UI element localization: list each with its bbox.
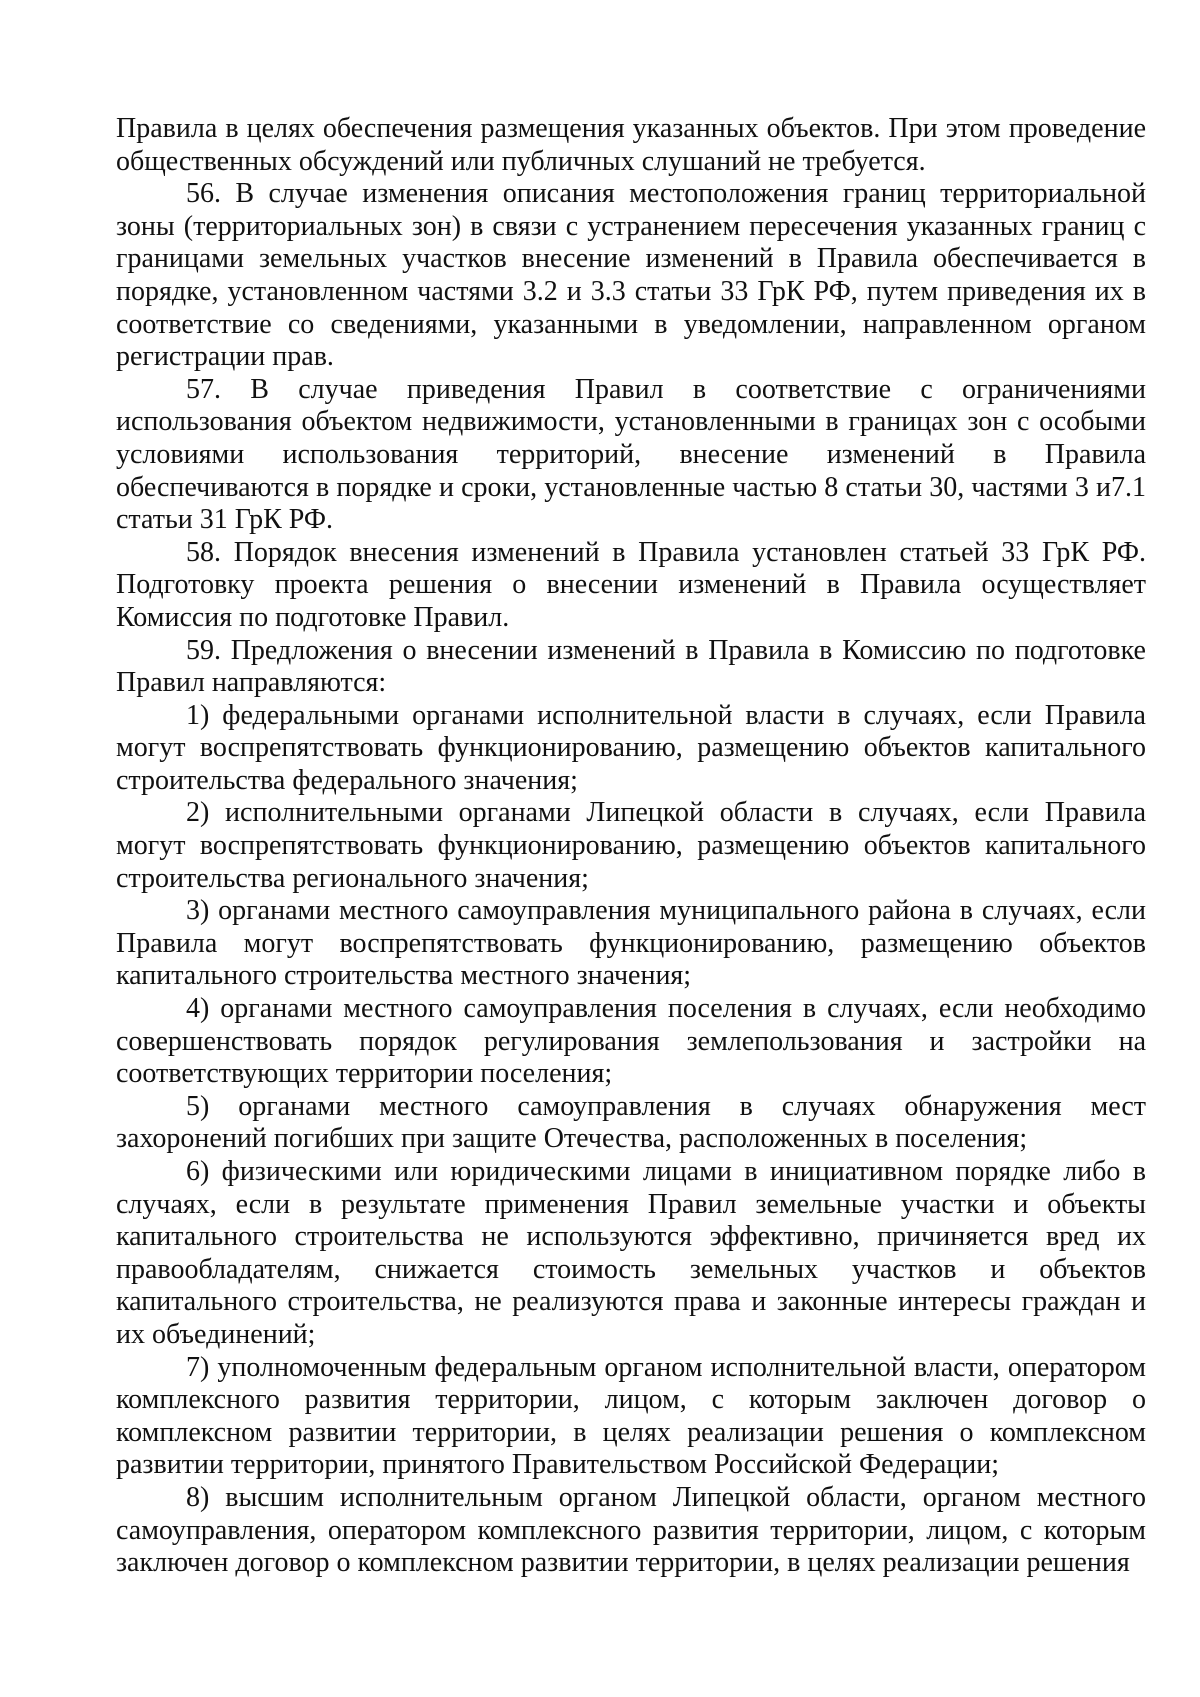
paragraph-57: 57. В случае приведения Правил в соответствие с ограничениями использования объектом недвижимости, установленными в границах зон с особыми условиями использования территорий, внесение изменений в Правила обеспечиваются в порядке и сроки, установленные частью 8 статьи 30, частями 3 и7.1 статьи 31 ГрК РФ. <box>116 373 1146 536</box>
list-item-6: 6) физическими или юридическими лицами в инициативном порядке либо в случаях, если в результате применения Правил земельные участки и объекты капитального строительства не используются эффективно, причиняется вред их правообладателям, снижается стоимость земельных участков и объектов капитального строительства, не реализуются права и законные интересы граждан и их объединений; <box>116 1156 1146 1350</box>
list-item-8: 8) высшим исполнительным органом Липецкой области, органом местного самоуправления, оператором комплексного развития территории, лицом, с которым заключен договор о комплексном развитии территории, в целях реализации решения <box>116 1481 1146 1579</box>
list-item-2: 2) исполнительными органами Липецкой области в случаях, если Правила могут воспрепятствовать функционированию, размещению объектов капитального строительства регионального значения; <box>116 797 1146 894</box>
document-page <box>116 113 1146 1580</box>
list-item-5: 5) органами местного самоуправления в случаях обнаружения мест захоронений погибших при защите Отечества, расположенных в поселения; <box>116 1090 1146 1155</box>
paragraph-58: 58. Порядок внесения изменений в Правила установлен статьей 33 ГрК РФ. Подготовку проекта решения о внесении изменений в Правила осуществляет Комиссия по подготовке Правил. <box>116 536 1146 633</box>
list-item-3: 3) органами местного самоуправления муниципального района в случаях, если Правила могут воспрепятствовать функционированию, размещению объектов капитального строительства местного значения; <box>116 895 1146 992</box>
list-item-4: 4) органами местного самоуправления поселения в случаях, если необходимо совершенствовать порядок регулирования землепользования и застройки на соответствующих территории поселения; <box>116 993 1146 1090</box>
paragraph-59: 59. Предложения о внесении изменений в Правила в Комиссию по подготовке Правил направляются: <box>116 634 1146 699</box>
paragraph-continuation: Правила в целях обеспечения размещения указанных объектов. При этом проведение общественных обсуждений или публичных слушаний не требуется. <box>116 113 1146 177</box>
list-item-1: 1) федеральными органами исполнительной власти в случаях, если Правила могут воспрепятствовать функционированию, размещению объектов капитального строительства федерального значения; <box>116 699 1146 796</box>
list-item-7: 7) уполномоченным федеральным органом исполнительной власти, оператором комплексного развития территории, лицом, с которым заключен договор о комплексном развитии территории, в целях реализации решения о комплексном развитии территории, принятого Правительством Российской Федерации; <box>116 1351 1146 1481</box>
paragraph-56: 56. В случае изменения описания местоположения границ территориальной зоны (территориальных зон) в связи с устранением пересечения указанных границ с границами земельных участков внесение изменений в Правила обеспечивается в порядке, установленном частями 3.2 и 3.3 статьи 33 ГрК РФ, путем приведения их в соответствие со сведениями, указанными в уведомлении, направленном органом регистрации прав. <box>116 178 1146 373</box>
